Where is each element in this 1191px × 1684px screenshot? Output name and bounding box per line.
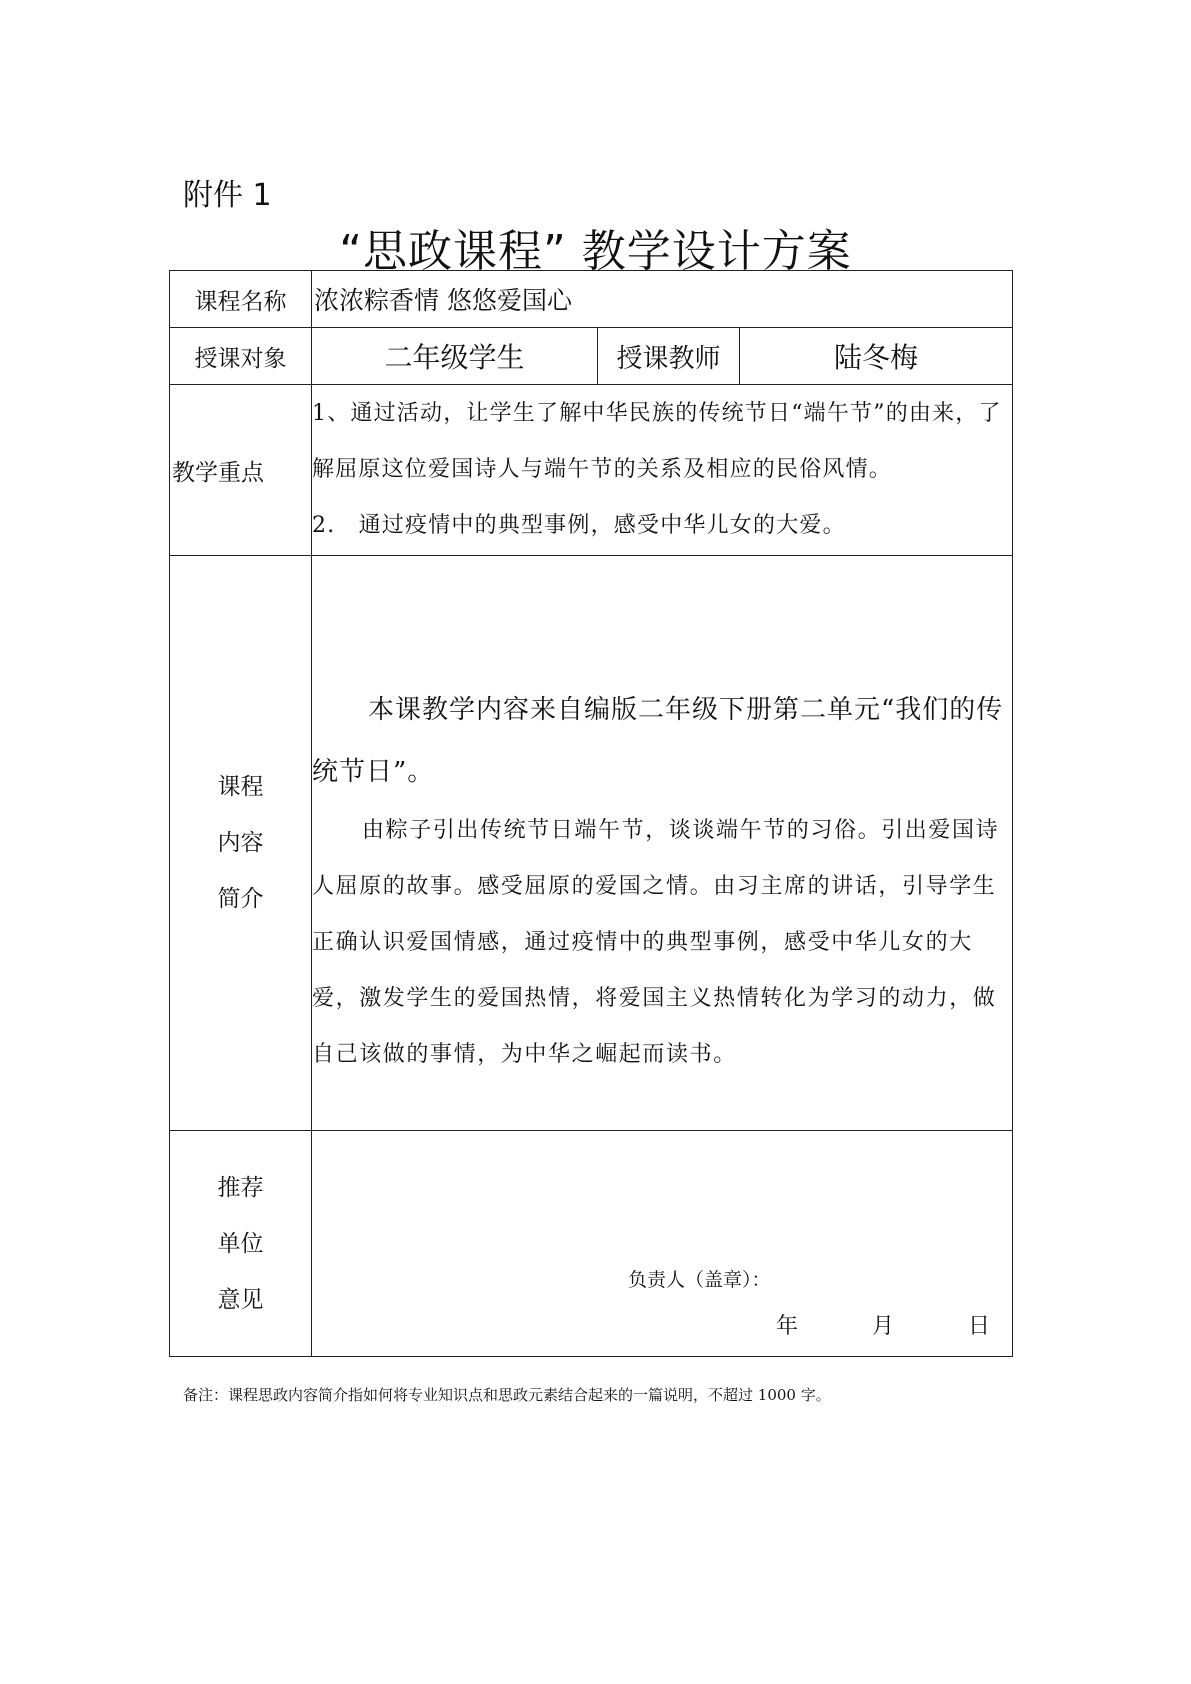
- intro-label: [170, 556, 312, 1131]
- opinion-label: [170, 1131, 312, 1357]
- teacher-label: 授课教师: [598, 328, 740, 385]
- intro-content: [312, 556, 1013, 1131]
- page-title: “思政课程” 教学设计方案: [339, 226, 852, 277]
- row-recommend-opinion: [170, 1131, 1013, 1357]
- row-target-teacher: [170, 328, 1013, 385]
- key-point-1: 1、通过活动，让学生了解中华民族的传统节日“端午节”的由来，了解屈原这位爱国诗人与端午节的关系及相应的民俗风情。: [312, 401, 1002, 482]
- row-course-intro: [170, 556, 1013, 1131]
- date-line: [776, 1309, 990, 1340]
- key-points-content: [312, 385, 1013, 556]
- course-name-label: 课程名称: [170, 271, 312, 328]
- intro-label-line-1: 课程: [217, 774, 264, 800]
- intro-label-line-2: 内容: [217, 830, 264, 856]
- row-course-name: [170, 271, 1013, 328]
- target-label: 授课对象: [170, 328, 312, 385]
- date-year: 年: [775, 1314, 798, 1339]
- intro-lead-paragraph: 本课教学内容来自编版二年级下册第二单元“我们的传统节日”。: [312, 695, 1004, 787]
- key-points-label: 教学重点: [170, 385, 312, 556]
- teacher-value: 陆冬梅: [740, 328, 1013, 385]
- date-month: 月: [871, 1314, 894, 1339]
- responsible-person-label: 负责人（盖章）：: [628, 1269, 771, 1291]
- intro-body-paragraph: 由粽子引出传统节日端午节，谈谈端午节的习俗。引出爱国诗人屈原的故事。感受屈原的爱国之情。由习主席的讲话，引导学生正确认识爱国情感，通过疫情中的典型事例，感受中华儿女的大爱，激发学生的爱国热情，将爱国主义热情转化为学习的动力，做自己该做的事情，为中华之崛起而读书。: [312, 818, 1000, 1067]
- opinion-label-line-2: 单位: [217, 1230, 264, 1257]
- footnote: 备注：课程思政内容简介指如何将专业知识点和思政元素结合起来的一篇说明，不超过 1000 字。: [183, 1386, 831, 1404]
- design-form-table: [169, 270, 1013, 1357]
- intro-label-line-3: 简介: [217, 886, 264, 912]
- course-name-value: 浓浓粽香情 悠悠爱国心: [312, 271, 1013, 328]
- opinion-label-line-1: 推荐: [217, 1174, 264, 1201]
- opinion-content[interactable]: [312, 1131, 1013, 1357]
- target-value: 二年级学生: [312, 328, 598, 385]
- opinion-label-line-3: 意见: [217, 1286, 264, 1313]
- key-point-2: 2. 通过疫情中的典型事例，感受中华儿女的大爱。: [312, 513, 846, 538]
- row-key-points: [170, 385, 1013, 556]
- date-day: 日: [967, 1314, 990, 1339]
- attachment-label: 附件 1: [183, 178, 272, 213]
